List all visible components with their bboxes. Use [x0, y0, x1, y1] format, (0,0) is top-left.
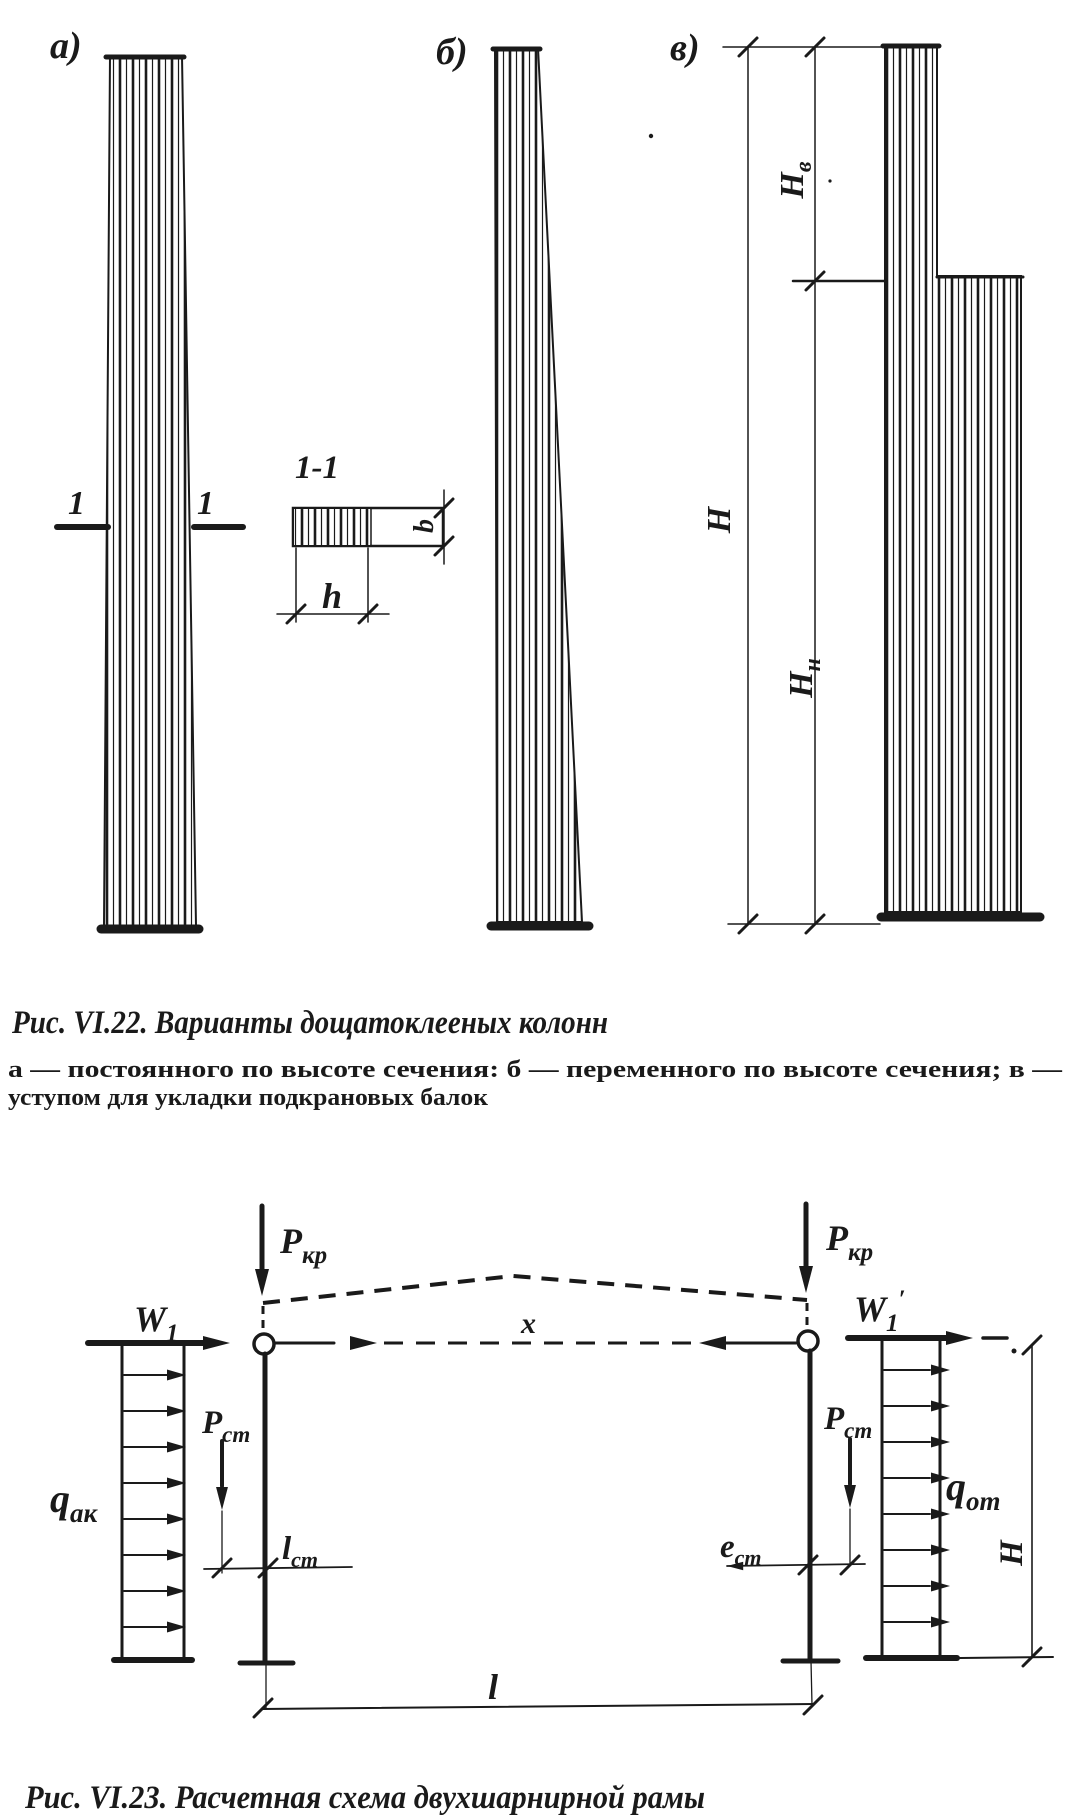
pst-left-label: $Р_{ст}$: [202, 1405, 251, 1447]
figure2-caption: Рис. VI.23. Расчетная схема двухшарнирной рамы: [24, 1780, 706, 1816]
panel-b-label: б): [436, 31, 468, 73]
load-pkr-left: [255, 1206, 327, 1296]
dim-frame-H-label: Н: [994, 1540, 1030, 1566]
column-tapered-section: [436, 31, 589, 926]
section-hatch: [294, 509, 370, 545]
dim-H-label: Н: [701, 506, 738, 534]
w1-label: $W_1$: [134, 1299, 179, 1347]
section-title: 1-1: [295, 450, 339, 486]
figure1-caption: Рис. VI.22. Варианты дощатоклееных колонн: [11, 1005, 609, 1041]
dim-h: [277, 548, 389, 623]
figure1-subcaption-line1: а — постоянного по высоте сечения: б — переменного по высоте сечения; в —: [8, 1057, 1064, 1083]
cut-mark-left-label: 1: [68, 485, 85, 522]
dim-span-l: [254, 1667, 822, 1717]
section-1-1: [277, 450, 453, 623]
qot-label: $q_{от}$: [946, 1464, 1001, 1516]
dim-Hv-label: $Н_в$: [774, 161, 817, 199]
load-arrows-left: [124, 1370, 186, 1633]
column-b-body: [495, 48, 582, 922]
dim-lst: [204, 1531, 352, 1577]
dim-b: [409, 490, 453, 564]
panel-v-label: в): [670, 27, 700, 69]
qak-label: $q_{ак}$: [50, 1476, 98, 1528]
figure-vi23: [24, 1204, 1053, 1816]
pst-right-label: $Р_{ст}$: [824, 1401, 873, 1443]
tie-force-x: [276, 1307, 796, 1350]
distributed-load-right: [866, 1338, 1001, 1658]
scan-speck: [649, 134, 653, 138]
dim-b-label: b: [409, 519, 440, 533]
dim-est-label: $е_{ст}$: [720, 1529, 762, 1570]
hinge-left: [254, 1334, 274, 1354]
fig1-height-dimensions: [701, 38, 884, 933]
figure1-subcaption-line2: уступом для укладки подкрановых балок: [8, 1085, 489, 1111]
load-pst-right: [823, 1401, 872, 1564]
pkr-right-label: $Р_{кр}$: [826, 1218, 874, 1266]
pkr-left-label: $Р_{кр}$: [280, 1221, 328, 1269]
dim-Hn-label: $Н_н$: [783, 658, 826, 698]
panel-a-label: а): [50, 25, 82, 67]
cut-mark-right-label: 1: [197, 485, 214, 522]
column-constant-section: [50, 25, 199, 929]
hinge-right: [798, 1331, 818, 1351]
dim-est: [720, 1529, 865, 1574]
column-a-body: [104, 56, 196, 926]
load-w1: [88, 1299, 230, 1350]
distributed-load-left: [50, 1343, 192, 1660]
load-pkr-right: [799, 1204, 873, 1293]
w1-prime-label: $W_1'$: [854, 1286, 906, 1337]
scan-speck: [828, 179, 831, 182]
dim-l-label: l: [488, 1667, 499, 1707]
figure-vi22: [8, 25, 1063, 1111]
dim-h-label: h: [321, 576, 343, 616]
load-w1-prime: [848, 1286, 1007, 1345]
load-pst-left: [201, 1405, 250, 1573]
column-v-body: [885, 45, 1021, 912]
dim-lst-label: $l_{ст}$: [282, 1531, 319, 1572]
tie-x-label: х: [521, 1307, 536, 1340]
column-stepped-section: [670, 27, 1040, 917]
